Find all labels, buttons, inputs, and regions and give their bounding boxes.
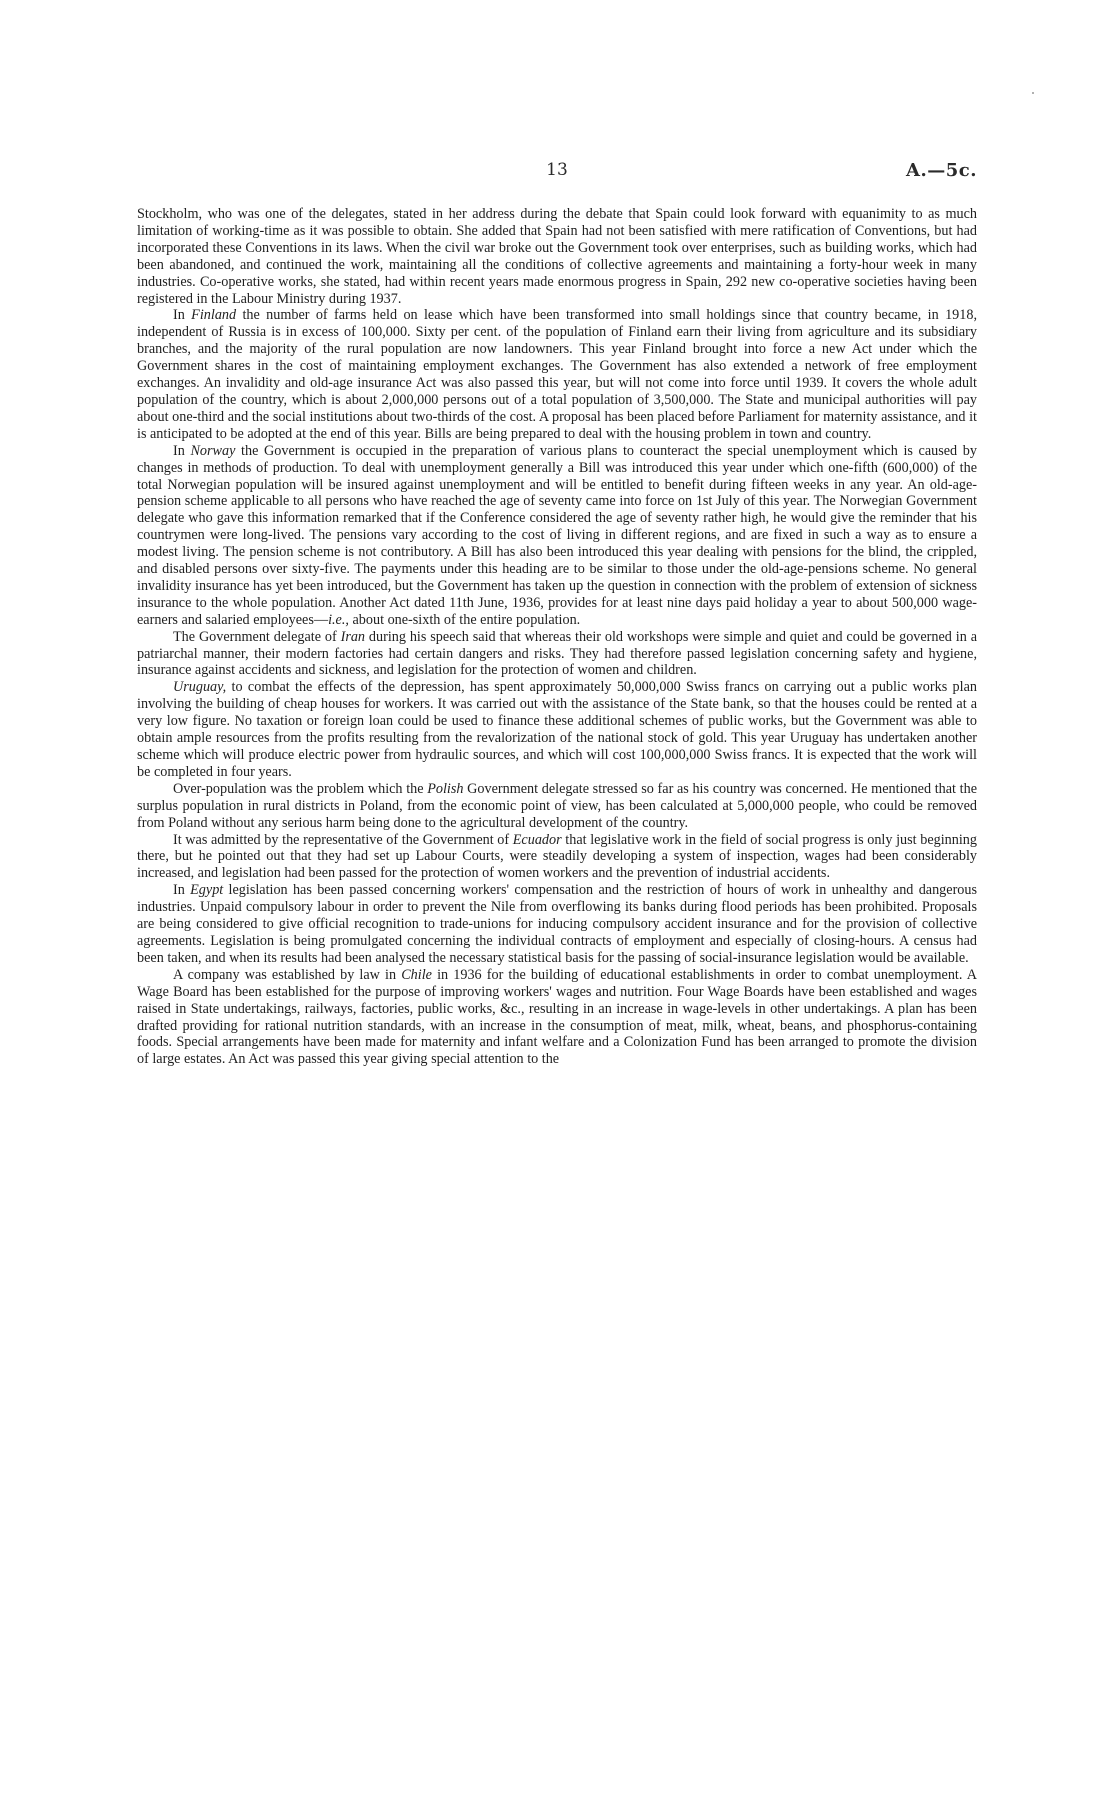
paragraph-poland	[137, 781, 977, 832]
paragraph-spain	[137, 206, 977, 307]
paragraph-text: In	[173, 442, 191, 459]
paragraph-text: Government delegate stressed so far as his country was concerned. He mentioned that the surplus population in rural districts in Poland, from the economic point of view, has been calculated at 5,000,000 people, who could be removed from Poland without any serious harm being done to the agricultural development of the country.	[137, 780, 978, 831]
italic-term: Ecuador	[512, 831, 562, 848]
paragraph-text: A company was established by law in	[173, 966, 402, 983]
page-header	[137, 160, 977, 184]
paragraph-text: It was admitted by the representative of the Government of	[173, 831, 513, 848]
paragraph-text: legislation has been passed concerning workers' compensation and the restriction of hours of work in unhealthy and dangerous industries. Unpaid compulsory labour in order to prevent the Nile from overflowing its banks during flood periods has been prohibited. Proposals are being considered to give official recognition to trade-unions for inducing compulsory accident insurance and for the provision of collective agreements. Legislation is being promulgated concerning the individual contracts of employment and especially of closing-hours. A census had been taken, and when its results had been analysed the necessary statistical basis for the passing of social-insurance legislation would be available.	[137, 882, 977, 966]
paragraph-finland	[137, 307, 977, 442]
paragraph-text: The Government delegate of	[173, 628, 341, 645]
italic-term: Chile	[401, 966, 432, 983]
italic-term: Uruguay,	[173, 679, 227, 696]
paragraph-text: In	[173, 882, 191, 899]
paragraph-text: about one-sixth of the entire population.	[348, 611, 581, 628]
paragraph-text: Over-population was the problem which the	[173, 780, 428, 797]
paragraph-uruguay	[137, 679, 977, 780]
page-number: 13	[546, 160, 568, 180]
paragraph-iran	[137, 629, 977, 680]
paragraph-text: the number of farms held on lease which have been transformed into small holdings since that country became, in 1918, independent of Russia is in excess of 100,000. Sixty per cent. of the population of Finland earn their living from agriculture and its subsidiary branches, and the majority of the rural population are now landowners. This year Finland brought into force a new Act under which the Government shares in the cost of maintaining employment exchanges. The Government has also extended a network of free employment exchanges. An invalidity and old-age insurance Act was also passed this year, but will not come into force until 1939. It covers the whole adult population of the country, which is about 2,000,000 persons out of a total population of 3,500,000. The State and municipal authorities will pay about one-third and the social institutions about two-thirds of the cost. A proposal has been placed before Parliament for maternity assistance, and it is anticipated to be adopted at the end of this year. Bills are being prepared to deal with the housing problem in town and country.	[137, 307, 977, 442]
paragraph-text: in 1936 for the building of educational establishments in order to combat unemployment. A Wage Board has been established for the purpose of improving workers' wages and nutrition. Four Wage Boards have been established and wages raised in State undertakings, railways, factories, public works, &c., resulting in an increase in wage-levels in other undertakings. A plan has been drafted providing for rational nutrition standards, with an increase in the consumption of meat, milk, wheat, beans, and phosphorus-containing foods. Special arrangements have been made for maternity and infant welfare and a Colonization Fund has been arranged to promote the division of large estates. An Act was passed this year giving special attention to the	[137, 966, 977, 1068]
italic-term: Polish	[427, 780, 464, 797]
italic-term: Norway	[190, 442, 236, 459]
paragraph-text: Stockholm, who was one of the delegates, stated in her address during the debate that Spain could look forward with equanimity to as much limitation of working-time as it was possible to obtain. She added that Spain had not been satisfied with mere ratification of Conventions, but had incorporated these Conventions in its laws. When the civil war broke out the Government took over enterprises, such as building works, which had been abandoned, and continued the work, maintaining all the conditions of collective agreements and maintaining a forty-hour week in many industries. Co-operative works, she stated, had within recent years made enormous progress in Spain, 292 new co-operative societies having been registered in the Labour Ministry during 1937.	[137, 206, 977, 307]
italic-term: Egypt	[190, 882, 224, 899]
italic-term: Iran	[340, 628, 366, 645]
italic-term: i.e.,	[328, 611, 349, 628]
body-text	[137, 206, 977, 1068]
paragraph-text: to combat the effects of the depression, has spent approximately 50,000,000 Swiss francs on carrying out a public works plan involving the building of cheap houses for workers. It was carried out with the assistance of the State bank, so that the houses could be rented at a very low figure. No taxation or foreign loan could be used to finance these additional schemes of public works, but the Government was able to obtain ample resources from the profits resulting from the revalorization of the national stock of gold. This year Uruguay has undertaken another scheme which will produce electric power from hydraulic sources, and which will cost 100,000,000 Swiss francs. It is expected that the work will be completed in four years.	[137, 679, 977, 780]
paragraph-text: the Government is occupied in the preparation of various plans to counteract the special unemployment which is caused by changes in methods of production. To deal with unemployment generally a Bill was introduced this year under which one-fifth (600,000) of the total Norwegian population will be insured against unemployment and will be entitled to benefit during fifteen weeks in any year. An old-age-pension scheme applicable to all persons who have reached the age of seventy came into force on 1st July of this year. The Norwegian Government delegate who gave this information remarked that if the Conference considered the age of seventy rather high, he would give the reminder that his countrymen were long-lived. The pensions vary according to the cost of living in different regions, and are fixed in such a way as to ensure a modest living. The pension scheme is not contributory. A Bill has also been introduced this year dealing with pensions for the blind, the crippled, and disabled persons over sixty-five. The payments under this heading are to be similar to those under the old-age-pensions scheme. No general invalidity insurance has yet been introduced, but the Government has taken up the question in connection with the problem of extension of sickness insurance to the whole population. Another Act dated 11th June, 1936, provides for at least nine days paid holiday a year to about 500,000 wage-earners and salaried employees—	[137, 442, 977, 628]
paragraph-text: In	[173, 307, 192, 324]
paragraph-egypt	[137, 882, 977, 967]
paragraph-chile	[137, 967, 977, 1068]
paragraph-text: during his speech said that whereas their old workshops were simple and quiet and could be governed in a patriarchal manner, their modern factories had certain dangers and risks. They had therefore passed legislation concerning safety and hygiene, insurance against accidents and sickness, and legislation for the protection of women and children.	[137, 628, 977, 679]
paragraph-text: that legislative work in the field of social progress is only just beginning there, but he pointed out that they had set up Labour Courts, were steadily developing a system of inspection, wages had been considerably increased, and legislation had been passed for the protection of women workers and the prevention of industrial accidents.	[137, 831, 977, 882]
italic-term: Finland	[191, 307, 237, 324]
scan-speck	[1032, 92, 1034, 94]
paragraph-norway	[137, 443, 977, 629]
document-reference: A.—5c.	[906, 160, 977, 181]
paragraph-ecuador	[137, 832, 977, 883]
